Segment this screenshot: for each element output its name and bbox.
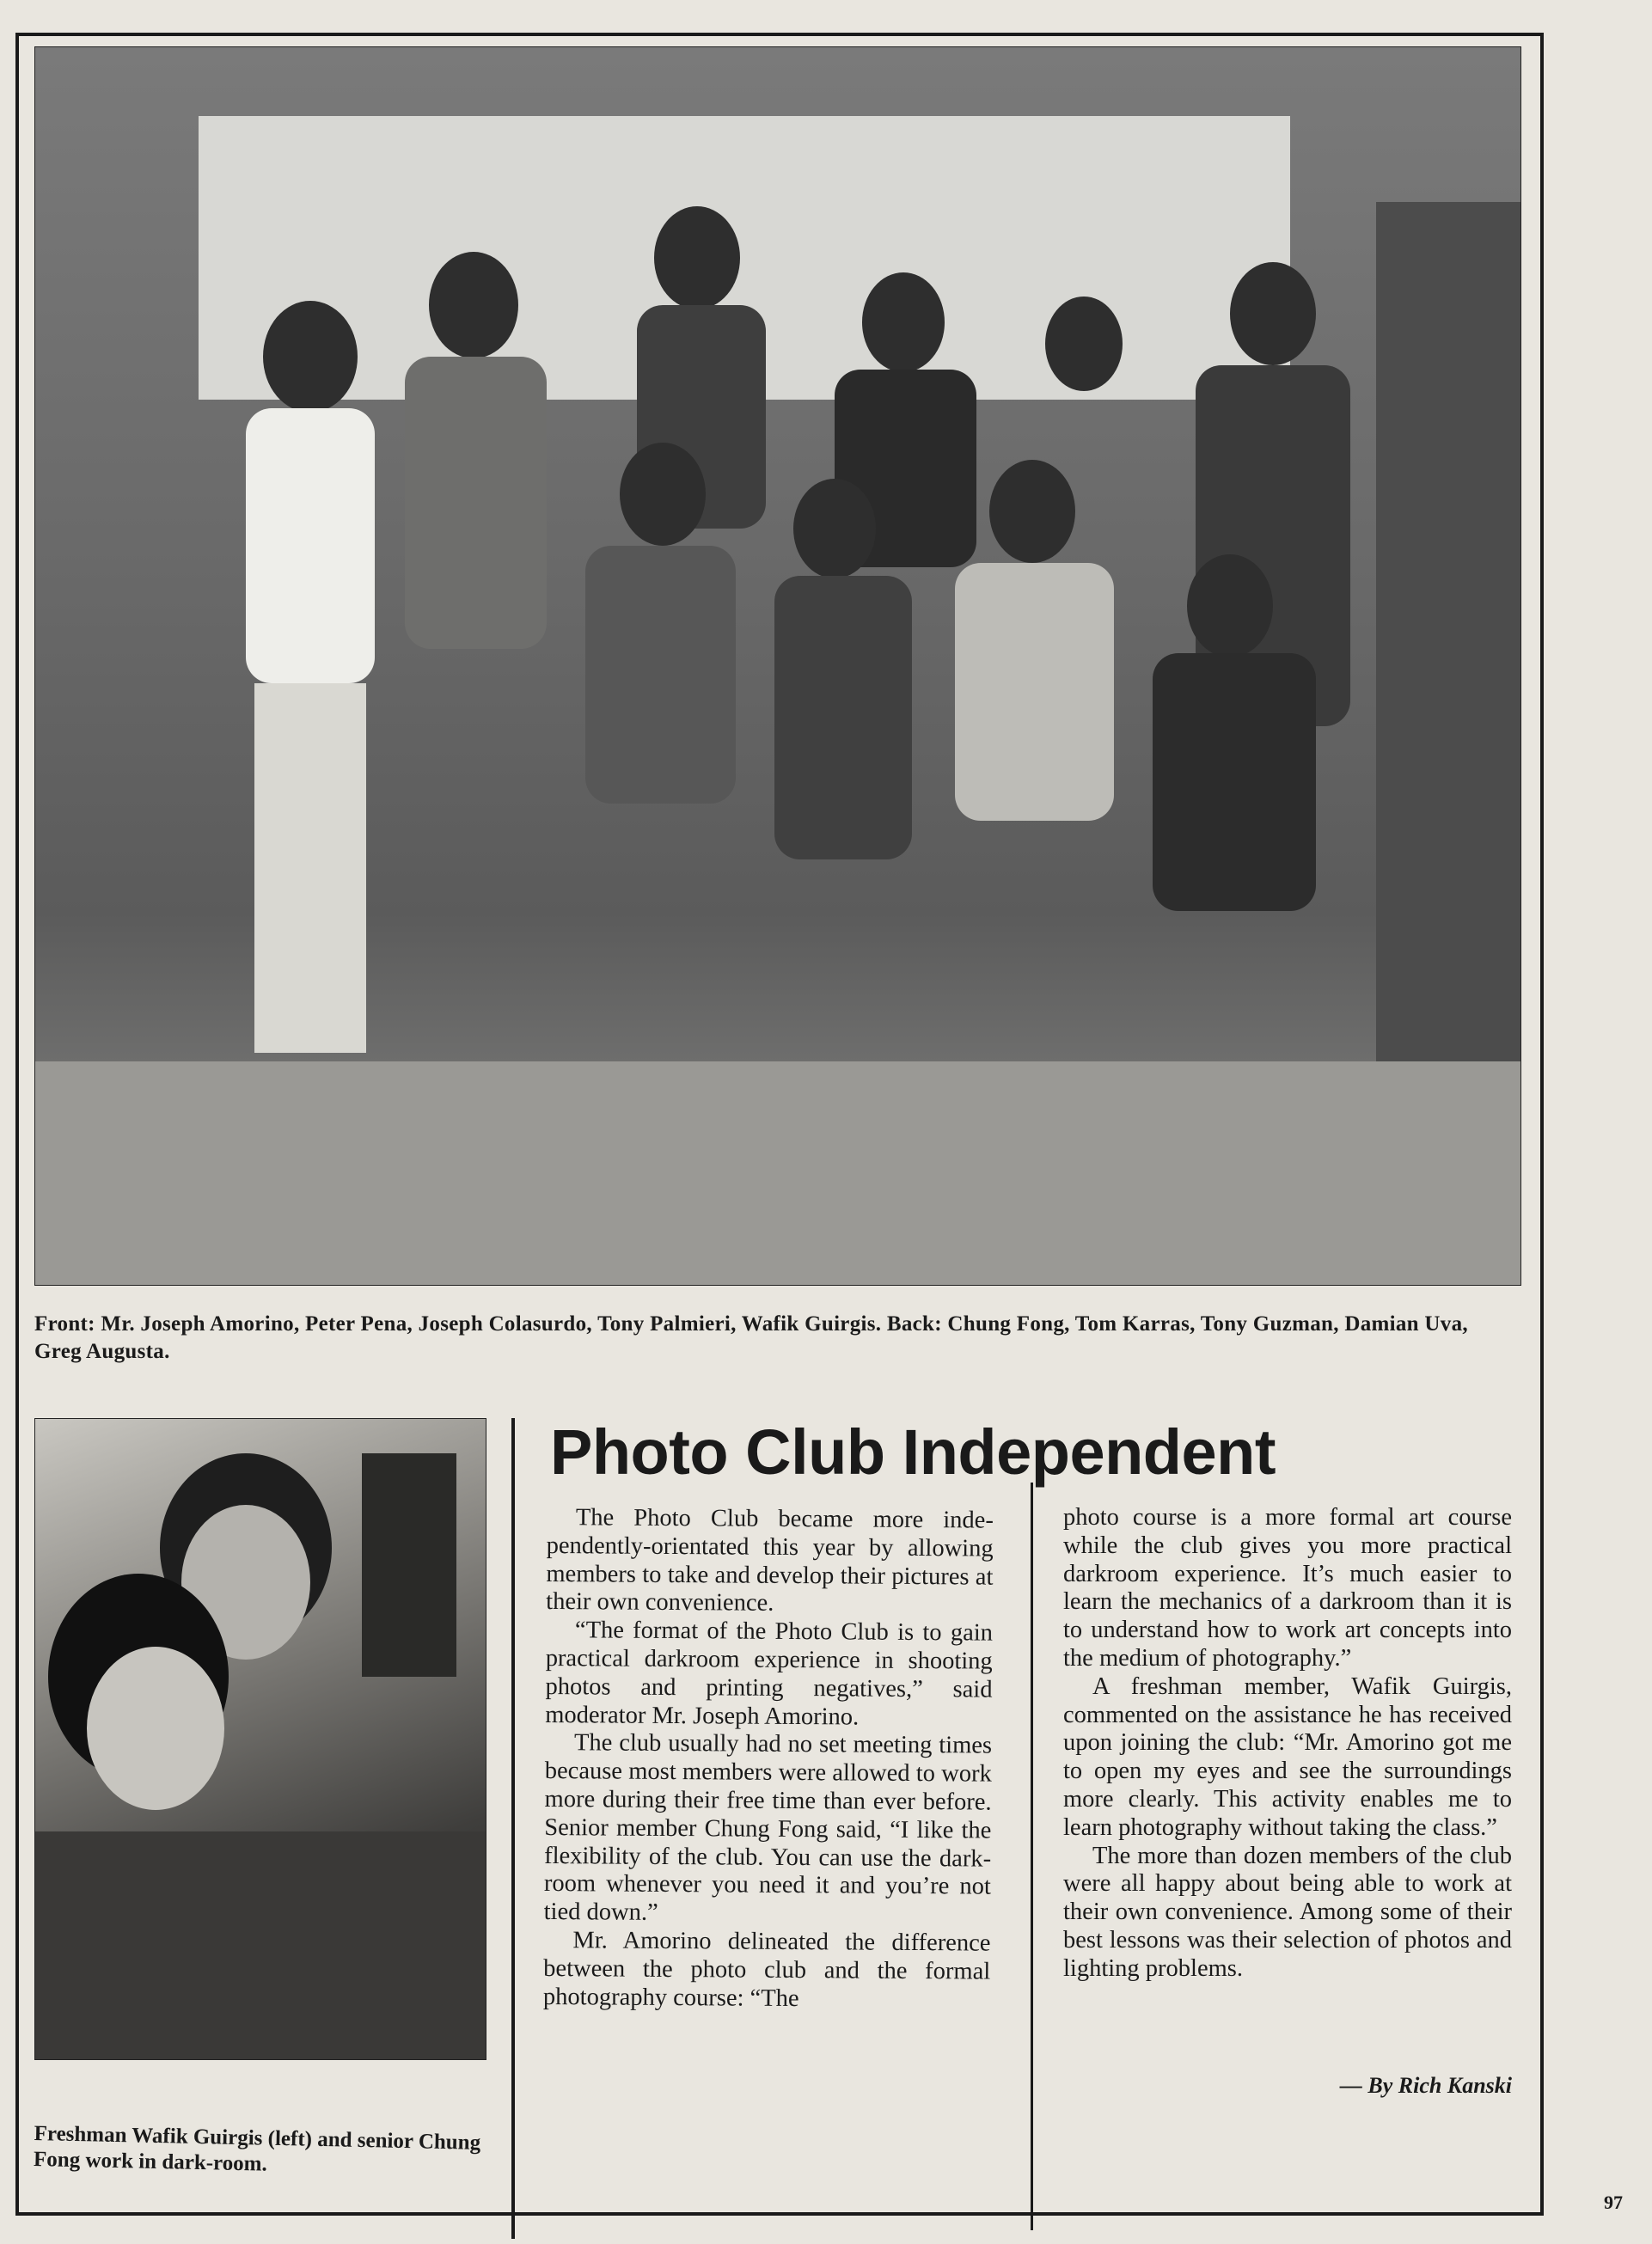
- article-paragraph: photo course is a more formal art course while the club gives you more practical darkroom experience. It’s much easier to learn the mechanics of a darkroom than it is to understand how to work art concepts into the medium of photography.”: [1063, 1504, 1512, 1672]
- article-column-left: [543, 1504, 994, 2015]
- darkroom-photo: [34, 1418, 486, 2060]
- article-paragraph: The club usually had no set meeting times because most members were allowed to work more during their free time than ever before. Senior member Chung Fong said, “I like the flexibility of the club. You can use the darkroom whenever you need it and you’re not tied down.”: [543, 1729, 993, 1927]
- article-paragraph: The more than dozen members of the club were all happy about being able to work at their own convenience. Among some of their best lessons was their selection of photos and lighting problems.: [1063, 1842, 1512, 1982]
- column-divider: [511, 1418, 515, 2239]
- group-photo-icon: [35, 47, 1520, 1285]
- article-paragraph: A freshman member, Wafik Guirgis, commented on the assistance he has received upon joining the club: “Mr. Amorino got me to open my eyes and see the surroundings more clearly. This activity enables me to learn photography without taking the class.”: [1063, 1672, 1512, 1841]
- article-headline: Photo Club Independent: [550, 1416, 1276, 1488]
- article-paragraph: “The format of the Photo Club is to gain practical darkroom experience in shooting photos and printing negatives,” said moderator Mr. Joseph Amorino.: [545, 1617, 994, 1731]
- group-photo: [34, 46, 1521, 1286]
- column-divider: [1031, 1483, 1033, 2230]
- article-paragraph: Mr. Amorino delineated the difference between the photo club and the formal photography course: “The: [542, 1927, 991, 2012]
- darkroom-photo-caption: Freshman Wafik Guirgis (left) and senior Chung Fong work in dark-room.: [33, 2121, 481, 2176]
- page-number: 97: [1604, 2192, 1623, 2213]
- article-column-right: [1063, 1504, 1512, 1984]
- group-photo-caption: Front: Mr. Joseph Amorino, Peter Pena, Joseph Colasurdo, Tony Palmieri, Wafik Guirgis. Back: Chung Fong, Tom Karras, Tony Guzman, Damian Uva, Greg Augusta.: [34, 1312, 1468, 1363]
- article-paragraph: The Photo Club became more independently-orientated this year by allowing members to take and develop their pictures at their own convenience.: [546, 1504, 994, 1617]
- darkroom-photo-icon: [35, 1419, 486, 2059]
- article-byline: — By Rich Kanski: [1339, 2073, 1512, 2098]
